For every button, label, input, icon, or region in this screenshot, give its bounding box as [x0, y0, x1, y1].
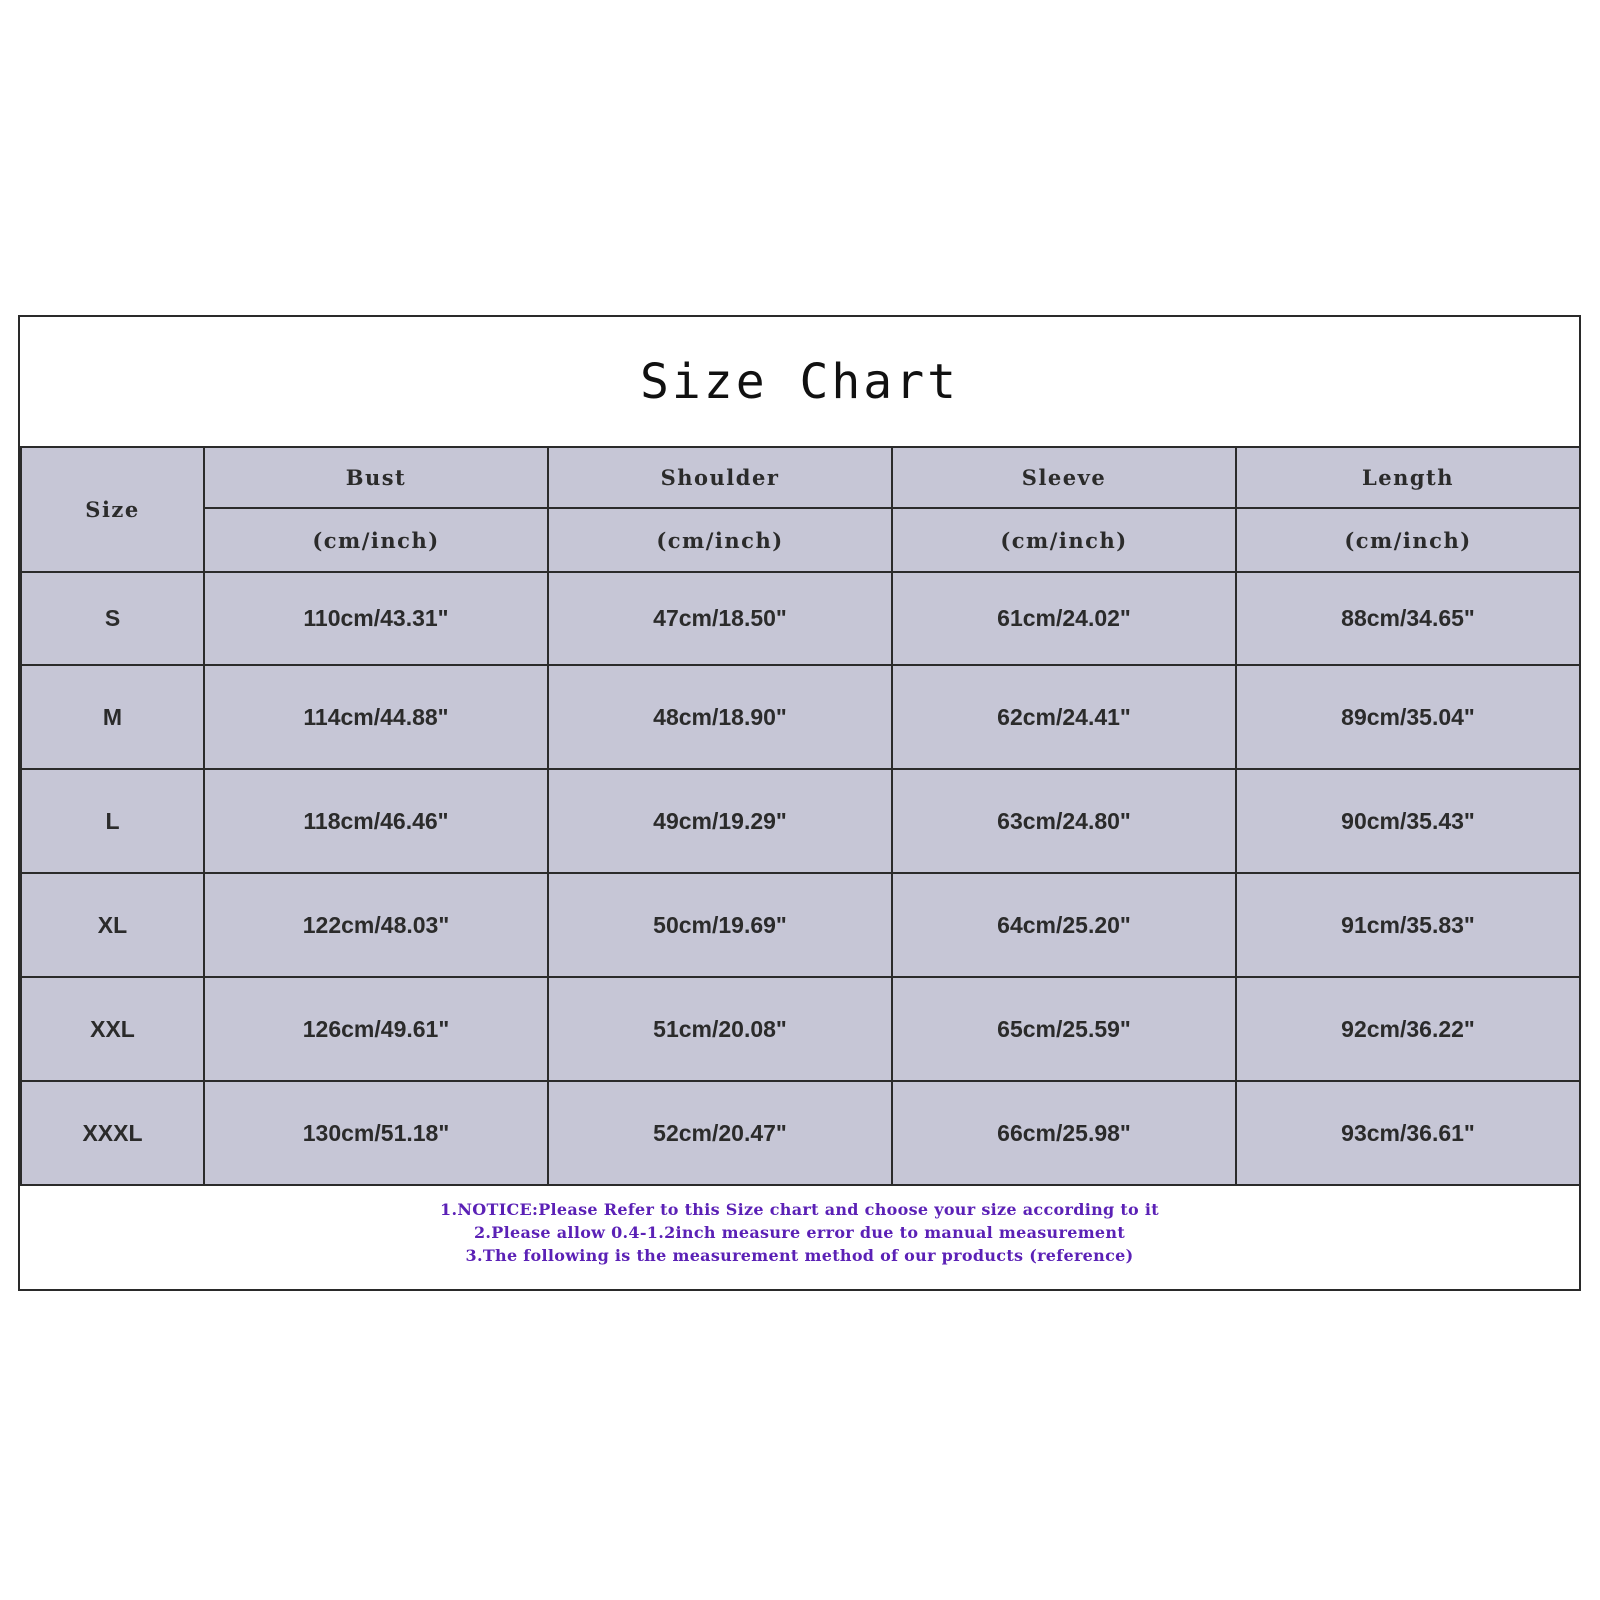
bust-cell: 126cm/49.61"	[204, 977, 548, 1081]
table-row	[21, 572, 1580, 665]
column-header-sleeve: Sleeve	[892, 447, 1236, 508]
header-row-names	[21, 447, 1580, 508]
sleeve-cell: 64cm/25.20"	[892, 873, 1236, 977]
column-unit-length: (cm/inch)	[1236, 508, 1580, 572]
shoulder-cell: 52cm/20.47"	[548, 1081, 892, 1185]
header-row-units	[21, 508, 1580, 572]
measure-error-note: 2.Please allow 0.4-1.2inch measure error due to manual measurement	[473, 1223, 1126, 1242]
length-cell: 92cm/36.22"	[1236, 977, 1580, 1081]
table-row	[21, 1081, 1580, 1185]
chart-title: Size Chart	[640, 353, 959, 410]
size-table	[20, 446, 1581, 1186]
length-cell: 90cm/35.43"	[1236, 769, 1580, 873]
notice-note: 1.NOTICE:Please Refer to this Size chart and choose your size according to it	[440, 1200, 1159, 1219]
column-header-shoulder: Shoulder	[548, 447, 892, 508]
table-row	[21, 769, 1580, 873]
column-unit-sleeve: (cm/inch)	[892, 508, 1236, 572]
measurement-method-note: 3.The following is the measurement method of our products (reference)	[465, 1246, 1134, 1265]
shoulder-cell: 49cm/19.29"	[548, 769, 892, 873]
bust-cell: 114cm/44.88"	[204, 665, 548, 769]
length-cell: 91cm/35.83"	[1236, 873, 1580, 977]
column-unit-shoulder: (cm/inch)	[548, 508, 892, 572]
size-cell: XL	[21, 873, 204, 977]
bust-cell: 130cm/51.18"	[204, 1081, 548, 1185]
size-cell: S	[21, 572, 204, 665]
size-cell: L	[21, 769, 204, 873]
length-cell: 89cm/35.04"	[1236, 665, 1580, 769]
sleeve-cell: 61cm/24.02"	[892, 572, 1236, 665]
size-cell: XXL	[21, 977, 204, 1081]
column-unit-bust: (cm/inch)	[204, 508, 548, 572]
table-row	[21, 873, 1580, 977]
shoulder-cell: 47cm/18.50"	[548, 572, 892, 665]
shoulder-cell: 50cm/19.69"	[548, 873, 892, 977]
size-cell: M	[21, 665, 204, 769]
title-area	[20, 317, 1579, 446]
sleeve-cell: 63cm/24.80"	[892, 769, 1236, 873]
shoulder-cell: 48cm/18.90"	[548, 665, 892, 769]
sleeve-cell: 62cm/24.41"	[892, 665, 1236, 769]
length-cell: 88cm/34.65"	[1236, 572, 1580, 665]
table-row	[21, 977, 1580, 1081]
notes-area	[20, 1190, 1579, 1289]
bust-cell: 122cm/48.03"	[204, 873, 548, 977]
bust-cell: 118cm/46.46"	[204, 769, 548, 873]
sleeve-cell: 65cm/25.59"	[892, 977, 1236, 1081]
column-header-length: Length	[1236, 447, 1580, 508]
column-header-bust: Bust	[204, 447, 548, 508]
size-chart	[18, 315, 1581, 1291]
table-row	[21, 665, 1580, 769]
length-cell: 93cm/36.61"	[1236, 1081, 1580, 1185]
size-cell: XXXL	[21, 1081, 204, 1185]
sleeve-cell: 66cm/25.98"	[892, 1081, 1236, 1185]
size-header: Size	[21, 447, 204, 572]
bust-cell: 110cm/43.31"	[204, 572, 548, 665]
shoulder-cell: 51cm/20.08"	[548, 977, 892, 1081]
